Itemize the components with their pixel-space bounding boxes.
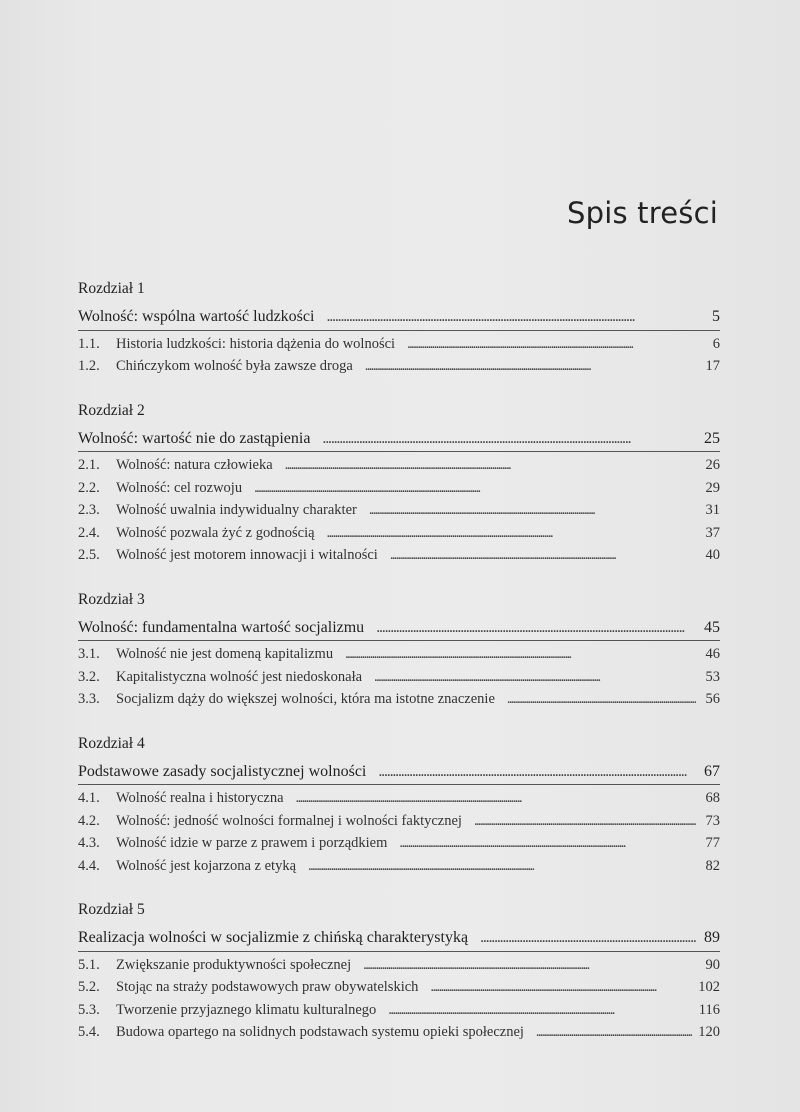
section-page-number: 29 [705, 479, 720, 496]
section-page-number: 6 [712, 335, 720, 352]
dot-leader [407, 333, 696, 356]
section-number: 2.4. [78, 524, 100, 541]
section-number: 2.2. [78, 479, 100, 496]
dot-leader [430, 976, 692, 999]
section-number: 5.3. [78, 1001, 100, 1018]
section-page-number: 102 [698, 979, 720, 995]
chapter-heading: Realizacja wolności w socjalizmie z chińską charakterystyką [78, 929, 469, 946]
section-page-number: 68 [705, 790, 720, 806]
section-page-number: 31 [705, 502, 720, 518]
section-page-number: 40 [705, 547, 720, 563]
chapter-block [78, 589, 720, 711]
dot-leader [296, 787, 696, 810]
chapter-block [78, 400, 720, 567]
chapter-label: Rozdział 4 [78, 734, 145, 752]
section-number: 5.1. [78, 956, 100, 973]
chapter-heading-row[interactable] [78, 761, 720, 786]
chapter-label: Rozdział 2 [78, 401, 145, 419]
section-title: Socjalizm dąży do większej wolności, która ma istotne znaczenie [116, 691, 495, 707]
dot-leader [327, 522, 696, 545]
section-list [78, 954, 720, 1044]
section-page-number: 116 [698, 1001, 720, 1018]
section-number: 3.1. [78, 646, 100, 662]
section-list [78, 643, 720, 711]
table-of-contents [78, 278, 720, 1066]
section-page-number: 46 [705, 646, 720, 662]
dot-leader [399, 832, 696, 855]
section-number: 5.4. [78, 1024, 100, 1040]
section-list [78, 787, 720, 877]
dot-leader [326, 306, 696, 329]
section-title: Wolność realna i historyczna [116, 790, 284, 806]
dot-leader [374, 666, 696, 689]
dot-leader [378, 761, 696, 784]
chapter-label: Rozdział 5 [78, 901, 145, 918]
section-page-number: 37 [705, 524, 720, 541]
chapter-heading: Podstawowe zasady socjalistycznej wolności [78, 762, 367, 780]
section-row[interactable] [78, 522, 720, 545]
section-row[interactable] [78, 855, 720, 878]
chapter-block [78, 733, 720, 878]
chapter-label: Rozdział 1 [78, 280, 145, 297]
section-page-number: 77 [705, 835, 720, 851]
section-number: 1.1. [78, 335, 100, 352]
section-row[interactable] [78, 787, 720, 810]
section-row[interactable] [78, 454, 720, 477]
section-page-number: 73 [705, 812, 720, 829]
dot-leader [376, 617, 696, 640]
section-row[interactable] [78, 499, 720, 522]
dot-leader [390, 544, 696, 567]
dot-leader [365, 355, 696, 378]
section-row[interactable] [78, 1021, 720, 1044]
section-page-number: 120 [698, 1024, 720, 1040]
dot-leader [322, 428, 696, 451]
dot-leader [308, 855, 696, 878]
section-page-number: 82 [705, 857, 720, 874]
section-title: Historia ludzkości: historia dążenia do wolności [116, 335, 396, 352]
section-row[interactable] [78, 688, 720, 711]
chapter-heading-row[interactable] [78, 428, 720, 453]
section-row[interactable] [78, 333, 720, 356]
section-number: 4.2. [78, 812, 100, 829]
section-title: Wolność: jedność wolności formalnej i wolności faktycznej [116, 812, 462, 829]
section-row[interactable] [78, 666, 720, 689]
section-title: Wolność idzie w parze z prawem i porządkiem [116, 835, 388, 851]
dot-leader [474, 810, 696, 833]
section-title: Wolność uwalnia indywidualny charakter [116, 502, 357, 518]
dot-leader [369, 499, 696, 522]
chapter-block [78, 278, 720, 378]
dot-leader [254, 477, 696, 500]
chapter-page-number: 45 [704, 618, 720, 636]
dot-leader [536, 1021, 692, 1044]
section-title: Wolność jest kojarzona z etyką [116, 857, 297, 874]
section-title: Kapitalistyczna wolność jest niedoskonała [116, 668, 363, 685]
section-page-number: 17 [705, 358, 720, 374]
section-row[interactable] [78, 976, 720, 999]
chapter-heading-row[interactable] [78, 306, 720, 331]
section-row[interactable] [78, 999, 720, 1022]
chapter-page-number: 25 [704, 429, 720, 447]
section-row[interactable] [78, 810, 720, 833]
section-number: 4.4. [78, 857, 100, 874]
chapter-page-number: 5 [712, 308, 720, 325]
section-title: Wolność: natura człowieka [116, 457, 273, 473]
section-title: Budowa opartego na solidnych podstawach systemu opieki społecznej [116, 1024, 524, 1040]
dot-leader [363, 954, 696, 977]
section-number: 5.2. [78, 979, 100, 995]
dot-leader [480, 927, 696, 950]
section-list [78, 333, 720, 378]
section-number: 4.1. [78, 790, 100, 806]
section-row[interactable] [78, 544, 720, 567]
section-title: Stojąc na straży podstawowych praw obywatelskich [116, 979, 419, 995]
chapter-heading: Wolność: wspólna wartość ludzkości [78, 308, 315, 325]
page-title: Spis treści [566, 196, 718, 230]
section-page-number: 90 [705, 956, 720, 973]
chapter-block [78, 899, 720, 1044]
section-title: Wolność jest motorem innowacji i witalności [116, 547, 378, 563]
chapter-page-number: 89 [704, 929, 720, 946]
section-number: 2.1. [78, 457, 100, 473]
section-title: Wolność nie jest domeną kapitalizmu [116, 646, 334, 662]
section-number: 1.2. [78, 358, 100, 374]
chapter-page-number: 67 [704, 762, 720, 780]
section-row[interactable] [78, 477, 720, 500]
section-page-number: 26 [705, 457, 720, 473]
section-number: 3.2. [78, 668, 100, 685]
section-number: 3.3. [78, 691, 100, 707]
section-row[interactable] [78, 355, 720, 378]
section-title: Tworzenie przyjaznego klimatu kulturalnego [116, 1001, 377, 1018]
chapter-heading: Wolność: wartość nie do zastąpienia [78, 429, 311, 447]
dot-leader [388, 999, 692, 1022]
section-page-number: 56 [705, 691, 720, 707]
chapter-heading-row[interactable] [78, 927, 720, 952]
section-title: Wolność: cel rozwoju [116, 479, 243, 496]
section-number: 2.3. [78, 502, 100, 518]
section-number: 2.5. [78, 547, 100, 563]
section-row[interactable] [78, 832, 720, 855]
section-page-number: 53 [705, 668, 720, 685]
section-list [78, 454, 720, 567]
section-title: Wolność pozwala żyć z godnością [116, 524, 315, 541]
section-row[interactable] [78, 954, 720, 977]
section-row[interactable] [78, 643, 720, 666]
dot-leader [507, 688, 696, 711]
dot-leader [285, 454, 696, 477]
chapter-heading: Wolność: fundamentalna wartość socjalizmu [78, 618, 365, 636]
chapter-label: Rozdział 3 [78, 590, 145, 608]
section-number: 4.3. [78, 835, 100, 851]
section-title: Chińczykom wolność była zawsze droga [116, 358, 353, 374]
section-title: Zwiększanie produktywności społecznej [116, 956, 352, 973]
dot-leader [345, 643, 696, 666]
chapter-heading-row[interactable] [78, 617, 720, 642]
